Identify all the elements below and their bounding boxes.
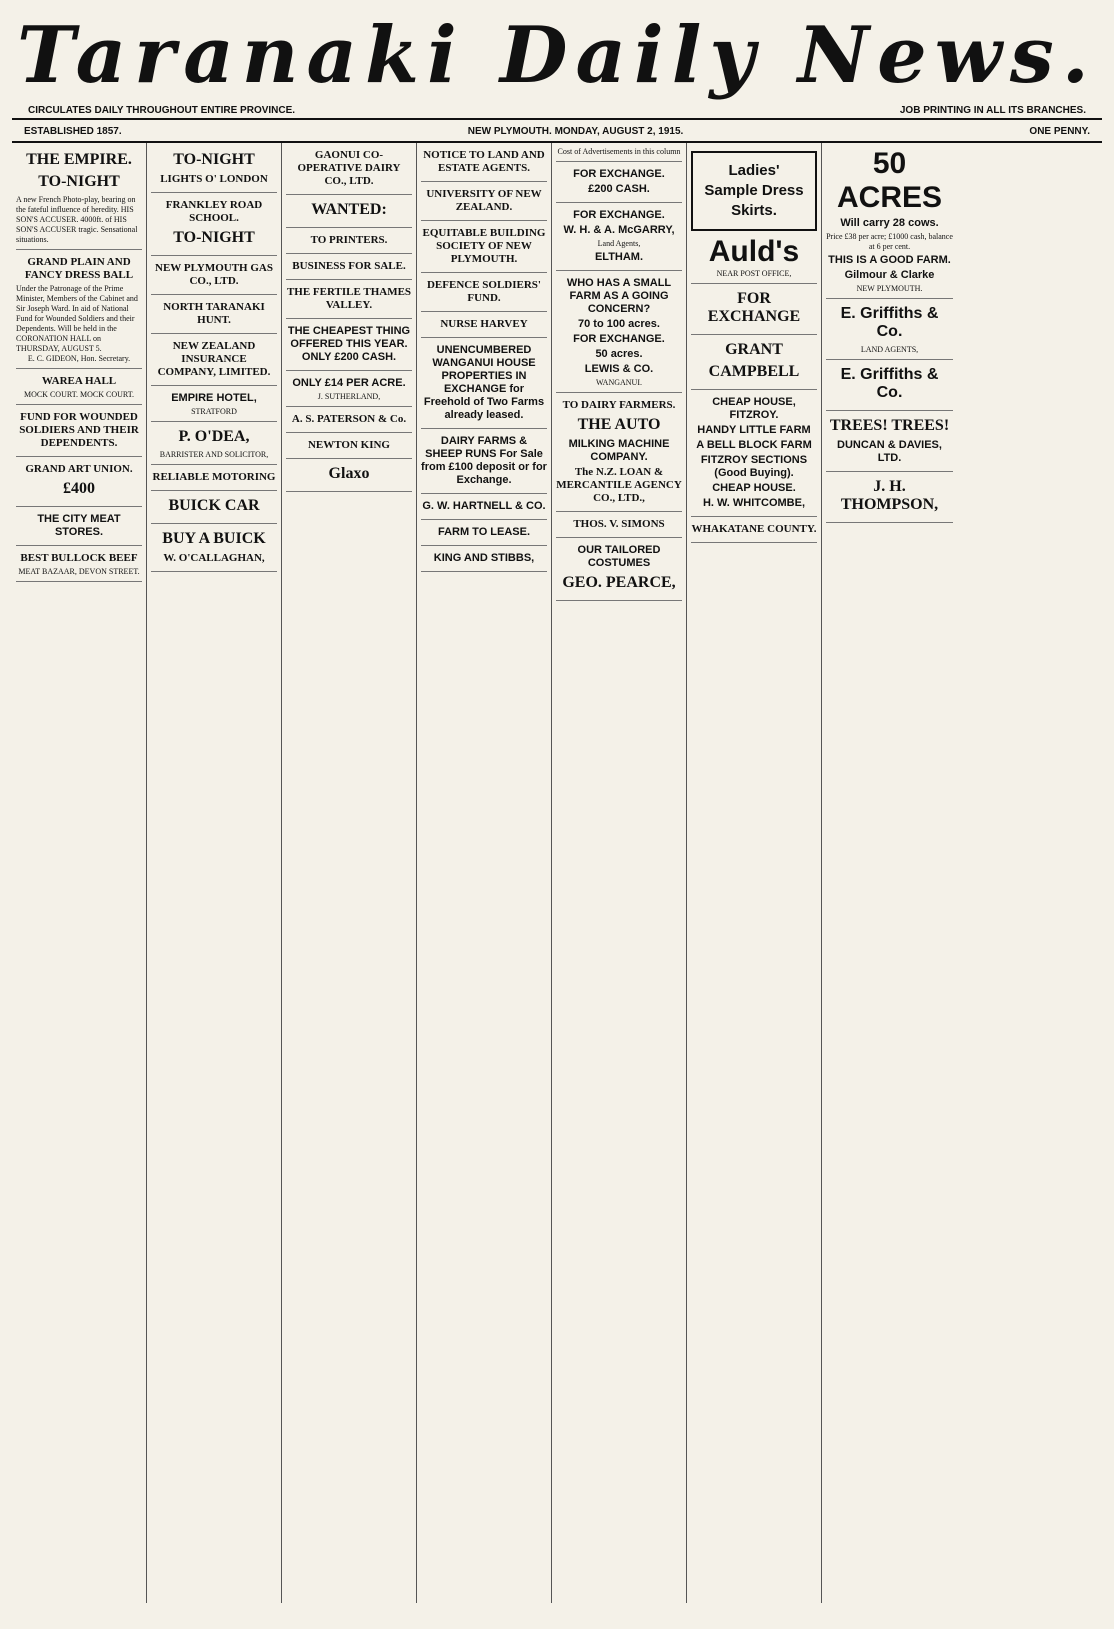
gilmour-name: Gilmour & Clarke	[844, 269, 935, 281]
griffiths-heading-2: E. Griffiths & Co.	[840, 366, 939, 401]
dairy-co-heading: GAONUI CO-OPERATIVE DAIRY CO., LTD.	[297, 149, 401, 187]
art-heading: GRAND ART UNION.	[25, 463, 133, 475]
column-grid	[12, 143, 1102, 1603]
small-farm-subheading: 70 to 100 acres.	[578, 318, 660, 330]
beef-body: MEAT BAZAAR, DEVON STREET.	[18, 567, 140, 576]
meat-heading: THE CITY MEAT STORES.	[37, 513, 121, 538]
column-3	[282, 143, 417, 1603]
mcgarry-subheading: Land Agents,	[597, 239, 641, 248]
dateline	[12, 120, 1102, 143]
exchange-heading-1: FOR EXCHANGE.	[573, 168, 665, 180]
cheapest-heading: THE CHEAPEST THING OFFERED THIS YEAR. ONLY £200 CASH.	[287, 325, 411, 363]
griffiths-subheading: LAND AGENTS,	[860, 345, 919, 354]
cost-heading: Cost of Advertisements in this column	[557, 147, 681, 156]
thompson-heading: J. H. THOMPSON,	[840, 478, 939, 513]
column-1	[12, 143, 147, 1603]
simons-ad	[556, 518, 682, 538]
cheap-house-heading-2: CHEAP HOUSE.	[712, 482, 796, 494]
small-farm-heading: WHO HAS A SMALL FARM AS A GOING CONCERN?	[566, 277, 672, 315]
fund-ad	[16, 411, 142, 457]
wanganui-ad	[421, 344, 547, 429]
paterson-heading: A. S. PATERSON & Co.	[291, 413, 407, 425]
tonight-ad	[151, 151, 277, 193]
warea-ad	[16, 375, 142, 405]
beef-heading: BEST BULLOCK BEEF	[20, 552, 138, 564]
small-farm-ad	[556, 277, 682, 393]
ball-body: Under the Patronage of the Prime Minister, Members of the Cabinet and Sir Joseph Ward. In aid of National Fund for Wounded Soldiers and their Dependents. Will be held in the CORONATION HALL on THURSDAY, AUGUST 5.	[16, 284, 138, 353]
aulds-heading: Auld's	[708, 235, 800, 268]
auto-subheading: MILKING MACHINE COMPANY.	[568, 438, 670, 463]
masthead	[12, 6, 1102, 120]
exchange-heading-3: FOR EXCHANGE.	[573, 333, 665, 345]
buy-buick-heading: BUY A BUICK	[162, 530, 266, 547]
newton-king-ad	[286, 439, 412, 459]
column-4	[417, 143, 552, 1603]
sutherland-name: J. SUTHERLAND,	[317, 392, 381, 401]
king-stibbs-ad	[421, 552, 547, 572]
fund-heading: FUND FOR WOUNDED SOLDIERS AND THEIR DEPENDENTS.	[19, 411, 139, 449]
exchange-ad-1	[556, 168, 682, 203]
glaxo-ad	[286, 465, 412, 492]
acres-ad	[826, 147, 953, 299]
equitable-ad	[421, 227, 547, 273]
newton-king-heading: NEWTON KING	[307, 439, 390, 451]
whakatane-ad	[691, 523, 817, 543]
exchange-ad-6	[691, 290, 817, 335]
buick-heading: BUICK CAR	[168, 497, 260, 514]
hartnell-heading: G. W. HARTNELL & CO.	[422, 500, 546, 512]
pearce-name: GEO. PEARCE,	[562, 574, 676, 591]
hunt-heading: NORTH TARANAKI HUNT.	[163, 301, 265, 326]
column-7	[822, 143, 957, 1603]
costumes-ad	[556, 544, 682, 601]
thames-heading: THE FERTILE THAMES VALLEY.	[286, 286, 412, 311]
campbell-heading: CAMPBELL	[708, 363, 800, 380]
column-5	[552, 143, 687, 1603]
fitzroy-ad	[691, 396, 817, 517]
farm-lease-heading: FARM TO LEASE.	[437, 526, 531, 538]
acres-50-line: 50 acres.	[595, 348, 643, 360]
insurance-heading: NEW ZEALAND INSURANCE COMPANY, LIMITED.	[157, 340, 271, 378]
issue-date: NEW PLYMOUTH. MONDAY, AUGUST 2, 1915.	[467, 126, 684, 137]
insurance-ad	[151, 340, 277, 386]
masthead-right-tagline: JOB PRINTING IN ALL ITS BRANCHES.	[899, 105, 1086, 116]
empire-body: A new French Photo-play, bearing on the fateful influence of heredity. HIS SON'S ACCUSER. 4000ft. of HIS SON'S ACCUSER tragic. Sensational situations.	[16, 195, 138, 244]
lewis-name: LEWIS & CO.	[584, 363, 654, 375]
hunt-ad	[151, 301, 277, 334]
business-ad	[286, 260, 412, 280]
empire-hotel-town: STRATFORD	[191, 407, 237, 416]
farm-lease-ad	[421, 526, 547, 546]
exchange-ad-2	[556, 209, 682, 271]
paterson-ad	[286, 413, 412, 433]
king-stibbs-heading: KING AND STIBBS,	[433, 552, 535, 564]
university-ad	[421, 188, 547, 221]
odea-ad	[151, 428, 277, 465]
wanted-heading: WANTED:	[311, 201, 387, 218]
printers-ad	[286, 234, 412, 254]
empire-ad	[16, 151, 142, 250]
buy-buick-ad	[151, 530, 277, 572]
exchange-heading-6: FOR EXCHANGE	[707, 290, 801, 325]
odea-subheading: BARRISTER AND SOLICITOR,	[159, 450, 269, 459]
bell-block-heading: A BELL BLOCK FARM	[696, 439, 812, 451]
notice-heading: NOTICE TO LAND AND ESTATE AGENTS.	[423, 149, 545, 174]
gilmour-town: NEW PLYMOUTH.	[856, 284, 923, 293]
cheap-house-heading: CHEAP HOUSE, FITZROY.	[712, 396, 796, 421]
costumes-heading: OUR TAILORED COSTUMES	[577, 544, 661, 569]
notice-ad	[421, 149, 547, 182]
frankley-ad	[151, 199, 277, 256]
ball-signature: E. C. GIDEON, Hon. Secretary.	[27, 354, 131, 363]
price-label: ONE PENNY.	[1029, 126, 1090, 137]
beef-ad	[16, 552, 142, 582]
mercantile-name: The N.Z. LOAN & MERCANTILE AGENCY CO., LTD.,	[556, 466, 682, 504]
empire-hotel-ad	[151, 392, 277, 422]
skirts-ad	[691, 151, 817, 231]
thompson-ad	[826, 478, 953, 523]
frankley-heading: FRANKLEY ROAD SCHOOL.	[165, 199, 263, 224]
tonight-heading: TO-NIGHT	[173, 151, 255, 168]
lewis-town: WANGANUI.	[596, 378, 642, 387]
whitcombe-name: H. W. WHITCOMBE,	[702, 497, 806, 509]
gas-ad	[151, 262, 277, 295]
whakatane-heading: WHAKATANE COUNTY.	[691, 523, 817, 535]
buick-ad	[151, 497, 277, 524]
buick-agent: W. O'CALLAGHAN,	[163, 552, 265, 564]
skirts-heading: Ladies' Sample Dress Skirts.	[704, 162, 804, 219]
frankley-subheading: TO-NIGHT	[173, 229, 255, 246]
good-farm-line: THIS IS A GOOD FARM.	[828, 254, 951, 266]
aulds-ad	[691, 235, 817, 284]
trees-ad	[826, 417, 953, 472]
acres-heading: ACRES	[836, 181, 942, 214]
motoring-heading: RELIABLE MOTORING	[152, 471, 276, 483]
trees-heading: TREES! TREES!	[829, 417, 950, 434]
empire-subheading: TO-NIGHT	[38, 173, 120, 190]
handy-farm-heading: HANDY LITTLE FARM	[697, 424, 811, 436]
masthead-left-tagline: CIRCULATES DAILY THROUGHOUT ENTIRE PROVINCE.	[28, 105, 296, 116]
cheapest-ad	[286, 325, 412, 371]
aulds-subheading: NEAR POST OFFICE,	[716, 269, 792, 278]
column-6	[687, 143, 822, 1603]
printers-heading: TO PRINTERS.	[310, 234, 388, 246]
art-union-ad	[16, 463, 142, 507]
university-heading: UNIVERSITY OF NEW ZEALAND.	[426, 188, 542, 213]
meat-ad	[16, 513, 142, 546]
hartnell-ad	[421, 500, 547, 520]
only-ad	[286, 377, 412, 407]
nurse-heading: NURSE HARVEY	[440, 318, 528, 330]
acres-number: 50	[872, 147, 907, 180]
lights-line: LIGHTS O' LONDON	[160, 173, 268, 185]
only-heading: ONLY £14 PER ACRE.	[292, 377, 406, 389]
grant-campbell-ad	[691, 341, 817, 390]
mcgarry-name: W. H. & A. McGARRY,	[563, 224, 675, 236]
grant-heading: GRANT	[725, 341, 783, 358]
business-heading: BUSINESS FOR SALE.	[292, 260, 406, 272]
nurse-ad	[421, 318, 547, 338]
wanganui-heading: UNENCUMBERED WANGANUI HOUSE PROPERTIES IN EXCHANGE for Freehold of Two Farms already leased.	[423, 344, 545, 421]
fitzroy-sections-heading: FITZROY SECTIONS (Good Buying).	[700, 454, 808, 479]
odea-heading: P. O'DEA,	[178, 428, 250, 445]
glaxo-heading: Glaxo	[328, 465, 370, 482]
ball-ad	[16, 256, 142, 369]
ball-heading: GRAND PLAIN AND FANCY DRESS BALL	[24, 256, 134, 281]
established-label: ESTABLISHED 1857.	[24, 126, 122, 137]
exchange-heading-2: FOR EXCHANGE.	[573, 209, 665, 221]
empire-heading: THE EMPIRE.	[26, 151, 132, 168]
newspaper-page	[12, 6, 1102, 1618]
mcgarry-town: ELTHAM.	[594, 251, 644, 263]
newspaper-title: Taranaki Daily News.	[17, 10, 1097, 101]
griffiths-ad-2	[826, 366, 953, 411]
cash-line: £200 CASH.	[588, 183, 650, 195]
warea-heading: WAREA HALL	[41, 375, 117, 387]
column-2	[147, 143, 282, 1603]
price-line: Price £38 per acre; £1000 cash, balance at 6 per cent.	[826, 232, 953, 251]
simons-heading: THOS. V. SIMONS	[573, 518, 665, 530]
sheep-ad	[421, 435, 547, 494]
auto-milking-ad	[556, 399, 682, 512]
duncan-name: DUNCAN & DAVIES, LTD.	[837, 439, 942, 464]
griffiths-ad-1	[826, 305, 953, 360]
cows-line: Will carry 28 cows.	[840, 217, 939, 229]
art-price: £400	[63, 480, 95, 497]
sheep-heading: DAIRY FARMS & SHEEP RUNS For Sale from £100 deposit or for Exchange.	[421, 435, 547, 486]
equitable-heading: EQUITABLE BUILDING SOCIETY OF NEW PLYMOUTH.	[422, 227, 546, 265]
empire-hotel-heading: EMPIRE HOTEL,	[171, 392, 257, 404]
dairy-co-ad	[286, 149, 412, 195]
auto-heading: THE AUTO	[577, 416, 661, 433]
motoring-ad	[151, 471, 277, 491]
dairy-farmers-heading: TO DAIRY FARMERS.	[562, 399, 676, 411]
defence-ad	[421, 279, 547, 312]
cost-ad	[556, 147, 682, 162]
wanted-ad	[286, 201, 412, 228]
defence-heading: DEFENCE SOLDIERS' FUND.	[426, 279, 541, 304]
thames-ad	[286, 286, 412, 319]
warea-body: MOCK COURT. MOCK COURT.	[23, 390, 135, 399]
gas-heading: NEW PLYMOUTH GAS CO., LTD.	[155, 262, 273, 287]
griffiths-heading-1: E. Griffiths & Co.	[840, 305, 939, 340]
